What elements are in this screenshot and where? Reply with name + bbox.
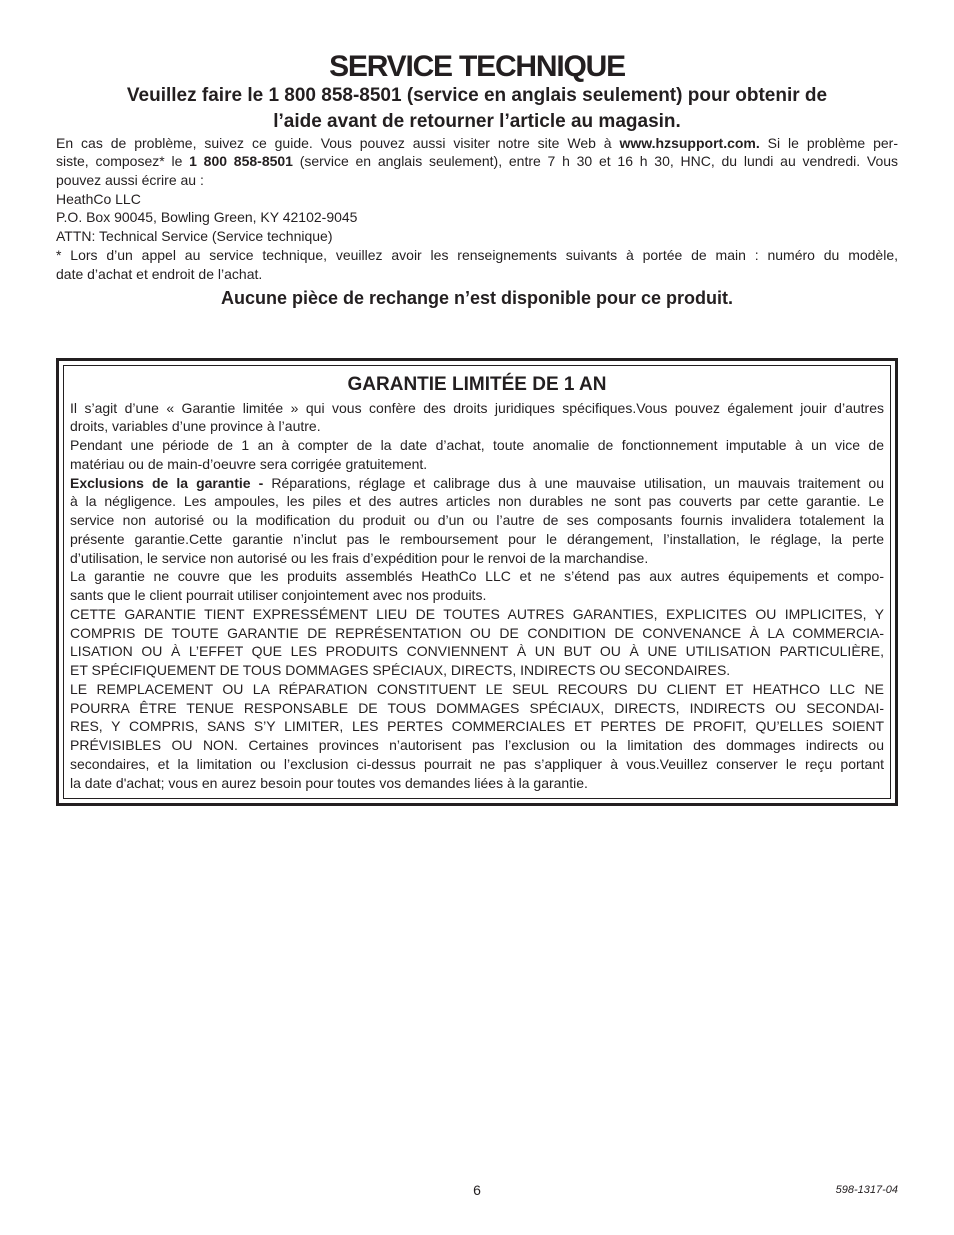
address-line: HeathCo LLC bbox=[56, 190, 141, 207]
warranty-line: PRÉVISIBLES OU NON. Certaines provinces n’autorisent pas l’exclusion ou la limitation des dommages indirects ou bbox=[70, 737, 884, 754]
exclusions-label: Exclusions de la garantie - bbox=[70, 474, 264, 491]
subtitle-line: l’aide avant de retourner l’article au magasin. bbox=[273, 111, 681, 132]
warranty-line: CETTE GARANTIE TIENT EXPRESSÉMENT LIEU DE TOUTES AUTRES GARANTIES, EXPLICITES OU IMPLICITES, Y bbox=[70, 605, 884, 622]
warranty-line: POURRA ÊTRE TENUE RESPONSABLE DE TOUS DOMMAGES SPÉCIAUX, DIRECTS, INDIRECTS OU SECONDAI- bbox=[70, 699, 884, 716]
warranty-line: RES, Y COMPRIS, SANS S’Y LIMITER, LES PERTES COMMERCIALES ET PERTES DE PROFIT, QU’ELLES SOIENT bbox=[70, 718, 884, 735]
intro-text: Si le problème per- bbox=[759, 134, 898, 151]
intro-line bbox=[56, 134, 898, 153]
intro-paragraph bbox=[56, 134, 898, 284]
warranty-line: d’utilisation, le service non autorisé ou les frais d’expédition pour le renvoi de la marchandise. bbox=[70, 549, 649, 566]
page-number: 6 bbox=[473, 1182, 481, 1198]
website-text: www.hzsupport.com. bbox=[619, 134, 760, 151]
document-number: 598-1317-04 bbox=[835, 1184, 898, 1196]
warranty-title: GARANTIE LIMITÉE DE 1 AN bbox=[347, 374, 607, 395]
warranty-line: La garantie ne couvre que les produits assemblés HeathCo LLC et ne s’étend pas aux autres équipements et compo- bbox=[70, 568, 884, 585]
phone-number: 1 800 858-8501 bbox=[189, 153, 293, 170]
note-line: date d’achat et endroit de l’achat. bbox=[56, 265, 263, 282]
warranty-line: secondaires, et la limitation ou l’exclusion ci-dessus pourrait ne pas s’appliquer à vous.Veuillez conserver le reçu portant bbox=[70, 755, 884, 772]
warranty-line: présente garantie.Cette garantie n’inclut pas le remboursement pour le dérangement, l’installation, le réglage, la perte bbox=[70, 530, 884, 547]
warranty-line-text: Réparations, réglage et calibrage dus à une mauvaise utilisation, un mauvais traitement ou bbox=[263, 474, 884, 491]
warranty-line: LISATION OU À L’EFFET QUE LES PRODUITS CONVIENNENT À UN BUT OU À UNE UTILISATION PARTICULIÈRE, bbox=[70, 643, 884, 660]
warranty-line bbox=[70, 474, 884, 493]
warranty-line: la date d'achat; vous en aurez besoin pour toutes vos demandes liées à la garantie. bbox=[70, 774, 588, 791]
warranty-line: Il s’agit d’une « Garantie limitée » qui vous confère des droits juridiques spécifiques.Vous pouvez également jouir d’autres bbox=[70, 399, 884, 416]
subtitle-line: Veuillez faire le 1 800 858-8501 (service en anglais seulement) pour obtenir de bbox=[126, 85, 828, 106]
warranty-line: LE REMPLACEMENT OU LA RÉPARATION CONSTITUENT LE SEUL RECOURS DU CLIENT ET HEATHCO LLC NE bbox=[70, 680, 884, 697]
warranty-line: service non autorisé ou la modification du produit ou d’un ou l’autre de ses composants fournis invalidera totalement la bbox=[70, 512, 884, 529]
address-line: P.O. Box 90045, Bowling Green, KY 42102-9045 bbox=[56, 209, 358, 226]
intro-text: (service en anglais seulement), entre 7 h 30 et 16 h 30, HNC, du lundi au vendredi. Vous bbox=[292, 153, 899, 170]
warranty-line: à la négligence. Les ampoules, les piles et des autres articles non durables ne sont pas couverts par cette garantie. Le bbox=[70, 493, 884, 510]
service-subtitle bbox=[56, 83, 898, 135]
intro-line: pouvez aussi écrire au : bbox=[56, 172, 204, 189]
warranty-line: droits, variables d’une province à l’autre. bbox=[70, 418, 321, 435]
intro-line bbox=[56, 152, 898, 171]
warranty-line: sants que le client pourrait utiliser conjointement avec nos produits. bbox=[70, 587, 487, 604]
intro-text: siste, composez* le bbox=[56, 153, 190, 170]
warranty-text bbox=[70, 399, 884, 793]
note-line: * Lors d’un appel au service technique, veuillez avoir les renseignements suivants à portée de main : numéro du modèle, bbox=[56, 246, 898, 263]
intro-text: En cas de problème, suivez ce guide. Vous pouvez aussi visiter notre site Web à bbox=[56, 134, 620, 151]
no-parts-notice: Aucune pièce de rechange n’est disponible pour ce produit. bbox=[220, 288, 734, 308]
page-title: SERVICE TECHNIQUE bbox=[329, 50, 625, 83]
warranty-line: matériau ou de main-d’oeuvre sera corrigée gratuitement. bbox=[70, 455, 428, 472]
warranty-line: Pendant une période de 1 an à compter de la date d’achat, toute anomalie de fonctionnement imputable à un vice de bbox=[70, 437, 884, 454]
warranty-line: ET SPÉCIFIQUEMENT DE TOUS DOMMAGES SPÉCIAUX, DIRECTS, INDIRECTS OU SECONDAIRES. bbox=[70, 662, 731, 679]
address-line: ATTN: Technical Service (Service technique) bbox=[56, 228, 333, 245]
warranty-line: COMPRIS DE TOUTE GARANTIE DE REPRÉSENTATION OU DE CONDITION DE CONVENANCE À LA COMMERCIA- bbox=[70, 624, 884, 641]
